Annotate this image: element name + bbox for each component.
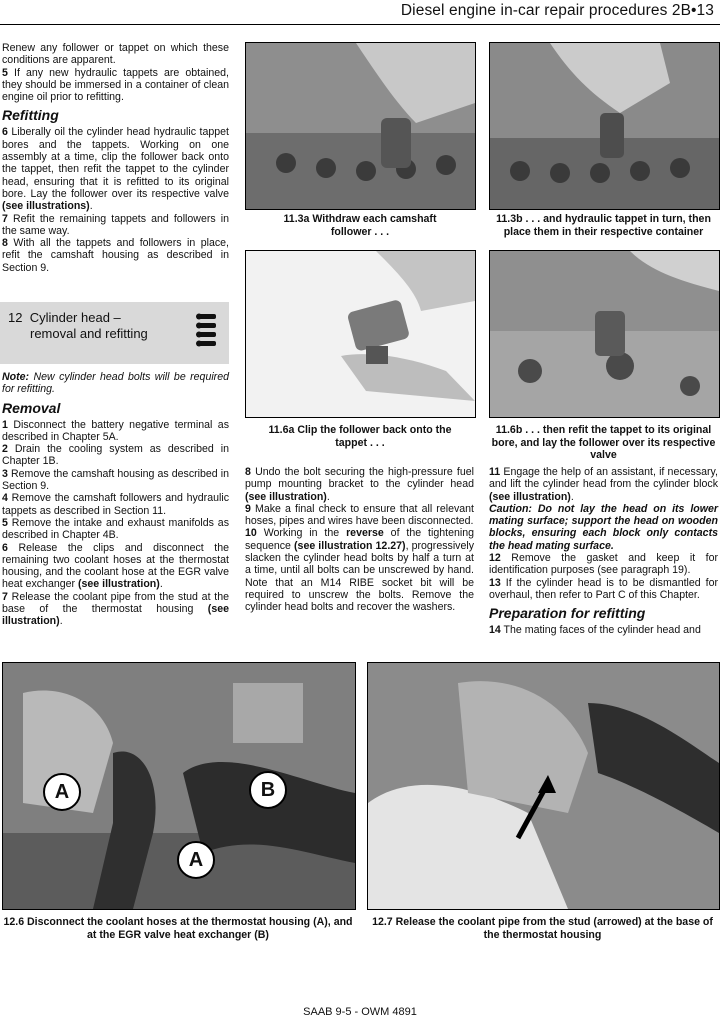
paragraph-r13: 13 If the cylinder head is to be dismantled for overhaul, then refer to Part C of this Chapter. — [489, 576, 718, 601]
label-a-lower: A — [177, 841, 215, 879]
refitting-heading: Refitting — [2, 107, 59, 124]
section-title-line-1: Cylinder head – — [29, 310, 121, 325]
section-title-line-2: removal and refitting — [30, 326, 148, 341]
paragraph-r6: 6 Release the clips and disconnect the remaining two coolant hoses at the thermostat housing, and the coolant hose at the EGR valve heat exchanger (see illustration). — [2, 541, 229, 591]
paragraph-8: 8 With all the tappets and followers in place, refit the camshaft housing as described in Section 9. — [2, 237, 229, 274]
label-a-upper: A — [43, 773, 81, 811]
paragraph-r4: 4 Remove the camshaft followers and hydraulic tappets as described in Section 11. — [2, 492, 229, 517]
left-column-top — [2, 42, 229, 274]
header-rule — [0, 24, 720, 25]
right-column — [489, 466, 718, 637]
middle-column — [245, 466, 474, 614]
removal-heading: Removal — [2, 399, 61, 416]
photo-11-6b — [489, 250, 720, 418]
paragraph-intro: Renew any follower or tappet on which these conditions are apparent. — [2, 42, 229, 67]
section-heading-box — [0, 302, 229, 364]
note: Note: New cylinder head bolts will be required for refitting. — [2, 371, 229, 396]
paragraph-r12: 12 Remove the gasket and keep it for identification purposes (see paragraph 19). — [489, 552, 718, 577]
difficulty-spanner-icon — [195, 312, 221, 359]
photo-12-7 — [367, 662, 720, 910]
paragraph-r3: 3 Remove the camshaft housing as described in Section 9. — [2, 467, 229, 493]
section-title — [8, 310, 148, 342]
paragraph-r8: 8 Undo the bolt securing the high-pressure fuel pump mounting bracket to the cylinder head (see illustration). — [245, 466, 474, 503]
caption-12-7: 12.7 Release the coolant pipe from the stud (arrowed) at the base of the thermostat housing — [372, 916, 713, 941]
caption-11-6b: 11.6b . . . then refit the tappet to its original bore, and lay the follower over its respective valve — [491, 424, 716, 461]
caption-11-6a: 11.6a Clip the follower back onto the tappet . . . — [268, 424, 452, 449]
paragraph-5: 5 If any new hydraulic tappets are obtained, they should be immersed in a container of clean engine oil prior to refitting. — [2, 66, 229, 104]
paragraph-r14: 14 The mating faces of the cylinder head and — [489, 624, 701, 637]
photo-12-6 — [2, 662, 356, 910]
caption-11-3b: 11.3b . . . and hydraulic tappet in turn, then place them in their respective container — [496, 213, 711, 238]
page-footer: SAAB 9-5 - OWM 4891 — [303, 1006, 417, 1018]
paragraph-r9: 9 Make a final check to ensure that all relevant hoses, pipes and wires have been disconnected. — [245, 502, 474, 528]
paragraph-r7: 7 Release the coolant pipe from the stud at the base of the thermostat housing (see illustration). — [2, 590, 229, 628]
paragraph-r2: 2 Drain the cooling system as described in Chapter 1B. — [2, 443, 229, 468]
paragraph-7: 7 Refit the remaining tappets and followers in the same way. — [2, 212, 229, 237]
photo-11-3b — [489, 42, 720, 210]
caption-12-6: 12.6 Disconnect the coolant hoses at the thermostat housing (A), and at the EGR valve heat exchanger (B) — [3, 916, 353, 941]
section-number: 12 — [8, 310, 23, 325]
paragraph-r11: 11 Engage the help of an assistant, if necessary, and lift the cylinder head from the cylinder block (see illustration). — [489, 466, 718, 503]
label-b: B — [249, 771, 287, 809]
photo-11-6a — [245, 250, 476, 418]
paragraph-6: 6 Liberally oil the cylinder head hydraulic tappet bores and the tappets. Working on one assembly at a time, clip the follower back onto the tappet, then refit the tappet to the cylinder head, ensuring that it is refitted to its original bore. Lay the follower over its respective valve (see illustrations). — [2, 126, 229, 213]
caption-11-3a: 11.3a Withdraw each camshaft follower . . . — [283, 213, 437, 238]
header-title: Diesel engine in-car repair procedures 2B•13 — [400, 2, 714, 19]
paragraph-r10: 10 Working in the reverse of the tightening sequence (see illustration 12.27), progressively slacken the cylinder head bolts by half a turn at a time, until all bolts can be unscrewed by hand. Note that an M14 RIBE socket bit will be required to unscrew the bolts. Remove the cylinder head bolts and recover the washers. — [245, 527, 475, 614]
photo-11-3a — [245, 42, 476, 210]
paragraph-r1: 1 Disconnect the battery negative terminal as described in Chapter 5A. — [2, 418, 229, 443]
paragraph-r5: 5 Remove the intake and exhaust manifolds as described in Chapter 4B. — [2, 516, 229, 542]
preparation-heading: Preparation for refitting — [489, 605, 646, 622]
caution-text: Caution: Do not lay the head on its lower mating surface; support the head on wooden blocks, ensuring each block only contacts the head mating surface. — [489, 502, 718, 552]
left-column-bottom — [2, 371, 229, 628]
